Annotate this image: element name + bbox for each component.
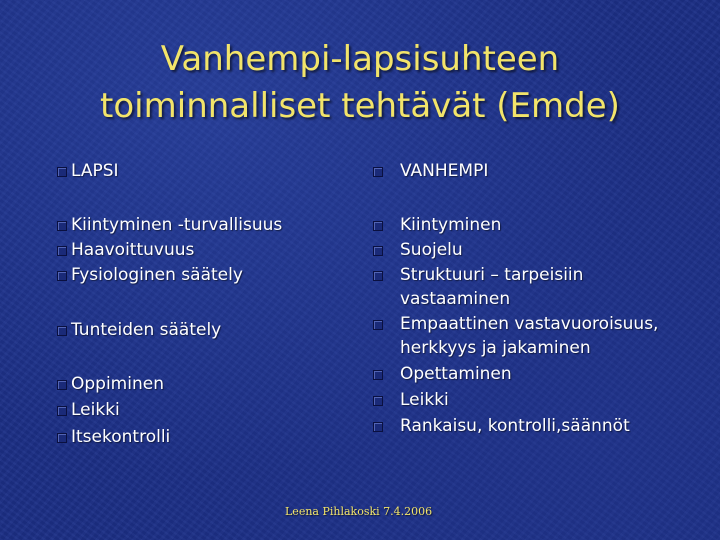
square-bullet-icon: [373, 221, 383, 231]
square-bullet-icon: [57, 326, 67, 336]
square-bullet-icon: [57, 271, 67, 281]
square-bullet-icon: [373, 167, 383, 177]
slide-title: [0, 36, 720, 130]
square-bullet-icon: [373, 422, 383, 432]
square-bullet-icon: [373, 370, 383, 380]
square-bullet-icon: [57, 167, 67, 177]
square-bullet-icon: [57, 380, 67, 390]
square-bullet-icon: [57, 221, 67, 231]
square-bullet-icon: [57, 406, 67, 416]
square-bullet-icon: [373, 271, 383, 281]
slide-title-line-1: Vanhempi-lapsisuhteen: [160, 39, 560, 79]
square-bullet-icon: [373, 246, 383, 256]
square-bullet-icon: [373, 396, 383, 406]
square-bullet-icon: [373, 320, 383, 330]
footer-author-date: Leena Pihlakoski 7.4.2006: [285, 505, 433, 518]
square-bullet-icon: [57, 246, 67, 256]
slide-title-line-2: toiminnalliset tehtävät (Emde): [100, 86, 620, 126]
square-bullet-icon: [57, 433, 67, 443]
